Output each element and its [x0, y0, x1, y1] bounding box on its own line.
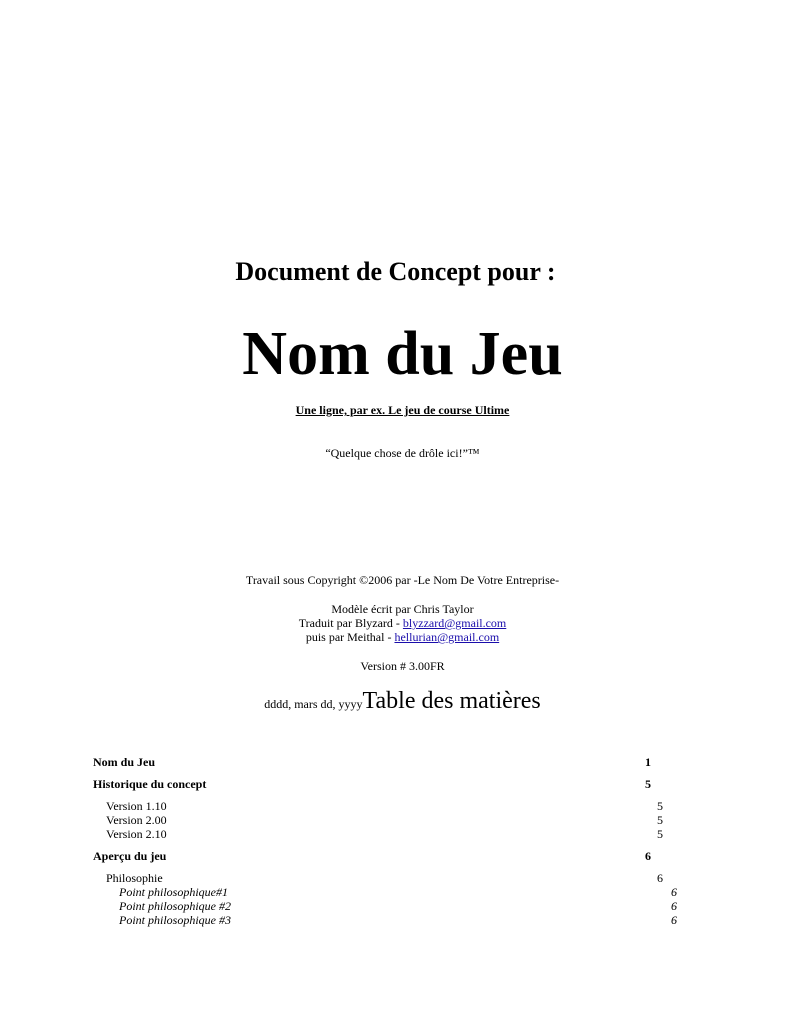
toc-page-number: 1	[645, 755, 651, 769]
toc-page-number: 5	[657, 827, 663, 841]
tagline: Une ligne, par ex. Le jeu de course Ultime	[295, 403, 510, 417]
toc-entry[interactable]: Version 2.10	[106, 827, 167, 841]
second-translator-email-link[interactable]: hellurian@gmail.com	[394, 630, 500, 644]
toc-page-number: 6	[671, 885, 677, 899]
toc-page-number: 6	[645, 849, 651, 863]
toc-entry[interactable]: Point philosophique #2	[119, 899, 231, 913]
game-title: Nom du Jeu	[242, 320, 563, 388]
toc-page-number: 5	[645, 777, 651, 791]
toc-entry[interactable]: Philosophie	[106, 871, 163, 885]
toc-entry[interactable]: Version 1.10	[106, 799, 167, 813]
toc-entry[interactable]: Historique du concept	[93, 777, 207, 791]
toc-page-number: 6	[657, 871, 663, 885]
toc-entry[interactable]: Nom du Jeu	[93, 755, 156, 769]
toc-page-number: 5	[657, 813, 663, 827]
toc-page-number: 6	[671, 899, 677, 913]
translator-email-link[interactable]: blyzzard@gmail.com	[402, 616, 507, 630]
toc-page-number: 6	[671, 913, 677, 927]
toc-entry[interactable]: Aperçu du jeu	[93, 849, 167, 863]
version-line: Version # 3.00FR	[360, 659, 445, 673]
second-translator-prefix: puis par Meithal -	[305, 630, 395, 644]
document-date: dddd, mars dd, yyyy	[264, 697, 363, 711]
translator-line	[0, 616, 791, 630]
quote: “Quelque chose de drôle ici!”™	[325, 446, 480, 460]
second-translator-line	[0, 630, 791, 644]
toc-page-number: 5	[657, 799, 663, 813]
date-toc-line	[0, 686, 791, 719]
toc-title: Table des matières	[362, 688, 541, 714]
toc-entry[interactable]: Point philosophique#1	[119, 885, 228, 899]
translator-prefix: Traduit par Blyzard -	[298, 616, 403, 630]
copyright-line: Travail sous Copyright ©2006 par -Le Nom De Votre Entreprise-	[245, 573, 560, 587]
document-heading: Document de Concept pour :	[235, 257, 556, 286]
author-line: Modèle écrit par Chris Taylor	[331, 602, 474, 616]
toc-entry[interactable]: Point philosophique #3	[119, 913, 231, 927]
toc-entry[interactable]: Version 2.00	[106, 813, 167, 827]
